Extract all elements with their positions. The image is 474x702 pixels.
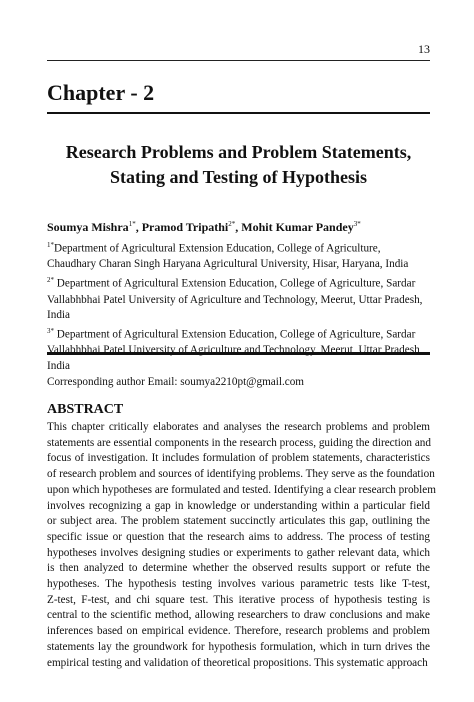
header-rule — [47, 60, 430, 61]
abstract-line: Z-test, F-test, and chi square test. This iterative process of hypothesis testing is — [47, 593, 430, 606]
abstract-line: central to the scientific method, allowing researchers to draw conclusions and make — [47, 609, 430, 622]
author-marker: 3* — [353, 220, 361, 228]
abstract-line: This chapter critically elaborates and analyses the research problems and problem — [47, 421, 430, 433]
abstract-line: hypotheses involves designing studies or experiments to gather relevant data, which — [47, 546, 430, 559]
affiliation-item — [47, 273, 430, 324]
affiliation-item — [47, 238, 430, 273]
author-name: Pramod Tripathi — [141, 220, 229, 234]
author-marker: 2* — [228, 220, 236, 228]
abstract-line: empirical testing and validation of theoretical propositions. This systematic approach — [47, 656, 428, 669]
chapter-rule — [47, 112, 430, 114]
affiliation-marker: 3* — [47, 326, 54, 335]
affiliation-text: Department of Agricultural Extension Education, College of Agriculture, Sardar Vallabhbhai Patel University of Agriculture and Technology, Meerut, Uttar Pradesh, India — [47, 277, 423, 322]
abstract-line: or subject area. The problem statement succinctly articulates this gap, outlining the — [47, 515, 430, 528]
author-marker: 1* — [128, 220, 136, 228]
corresponding-author: Corresponding author Email: soumya2210pt@gmail.com — [47, 375, 305, 388]
abstract-line: statements are essential components in the research process, guiding the direction and — [47, 436, 431, 449]
abstract-line: statements lay the groundwork for hypothesis formulation, which in turn drives the — [47, 640, 430, 653]
author-name: Mohit Kumar Pandey — [241, 220, 354, 234]
paper-title-line-2: Stating and Testing of Hypothesis — [109, 167, 368, 187]
chapter-title: Chapter - 2 — [47, 80, 155, 105]
paper-title-line-1: Research Problems and Problem Statements, — [65, 142, 412, 162]
author-list — [47, 220, 430, 235]
abstract-line: specific issue or question that the research aims to address. The process of testing — [47, 530, 430, 543]
abstract-line: hypotheses. The hypothesis testing involves various parametric tests like T-test, — [47, 578, 430, 591]
author-name: Soumya Mishra — [47, 220, 129, 234]
affiliation-text: Department of Agricultural Extension Education, College of Agriculture, Sardar Vallabhbhai Patel University of Agriculture and Technology, Meerut, Uttar Pradesh, India — [47, 328, 423, 373]
affiliation-item — [47, 324, 430, 375]
abstract-line: of research problem and sources of identifying problems. They serve as the foundation — [47, 468, 435, 481]
paper-title — [47, 140, 430, 190]
abstract-line: focus of investigation. It includes formulation of problem statements, characteristics — [47, 452, 430, 465]
abstract-line: upon which hypotheses are formulated and tested. Identifying a clear research problem — [47, 483, 436, 496]
abstract-line: is then analyzed to determine whether the observed results support or refute the — [47, 562, 430, 575]
author-separator: , — [235, 220, 242, 234]
affiliation-marker: 2* — [47, 276, 54, 285]
section-divider — [47, 352, 430, 355]
affiliation-text: Department of Agricultural Extension Education, College of Agriculture, Chaudhary Charan Singh Haryana Agricultural University, Hisar, Haryana, India — [47, 242, 409, 271]
author-separator: , — [135, 220, 142, 234]
abstract-heading: ABSTRACT — [47, 402, 124, 417]
page-number: 13 — [418, 42, 430, 56]
abstract-line: inferences based on empirical evidence. Therefore, research problems and problem — [47, 625, 430, 638]
abstract-line: involves recognizing a gap in knowledge or understanding within a particular field — [47, 499, 430, 512]
affiliations — [47, 238, 430, 391]
affiliation-marker: 1* — [47, 241, 54, 249]
abstract-body — [47, 420, 436, 671]
